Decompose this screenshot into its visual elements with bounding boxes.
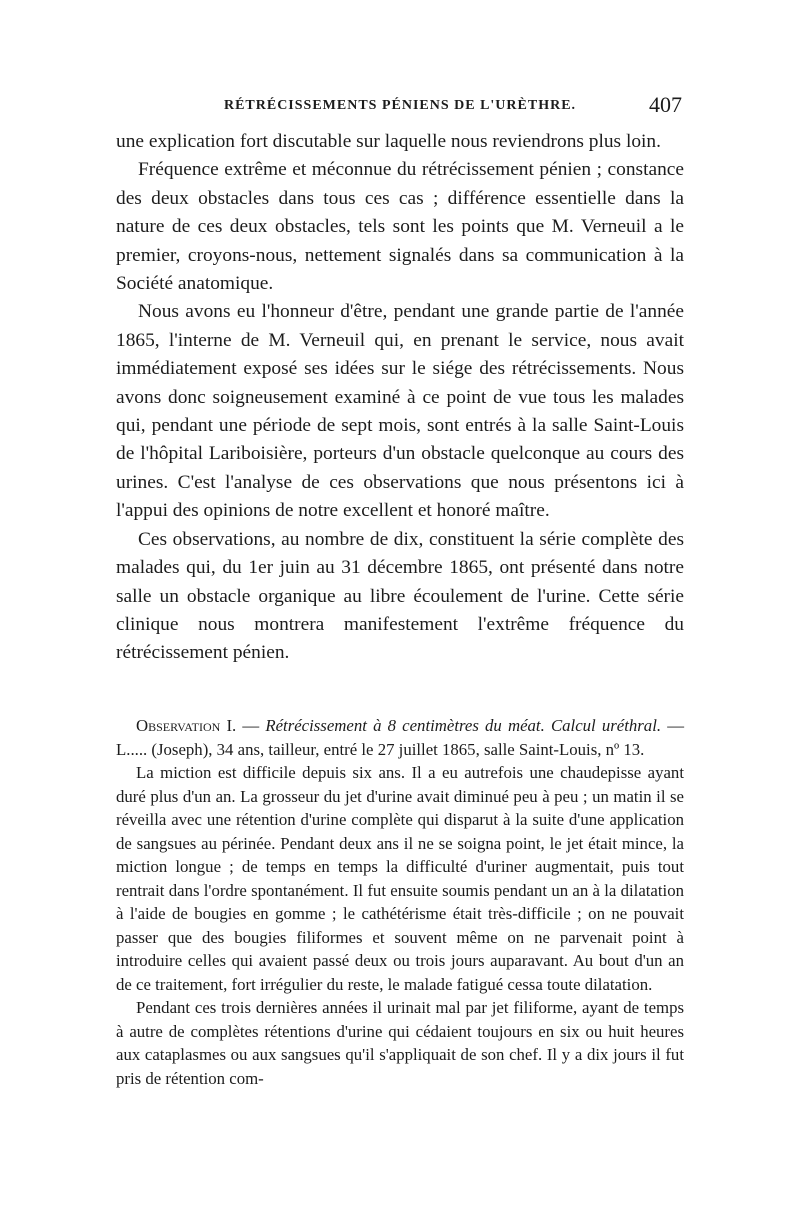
observation-label: Observation I. [136, 716, 237, 735]
paragraph: Fréquence extrême et méconnue du rétrécissement pénien ; constance des deux obstacles dans tous ces cas ; différence essentielle dans la nature de ces deux obstacles, tels sont les points que M. Verneuil a le premier, croyons-nous, nettement signalés dans sa communication à la Société anatomique. [116, 159, 684, 295]
observation-section [116, 714, 684, 1090]
observation-paragraph: Pendant ces trois dernières années il urinait mal par jet filiforme, ayant de temps à autre de complètes rétentions d'urine qui cédaient toujours en six ou huit heures aux cataplasmes ou aux sangsues qu'il s'appliquait de son chef. Il y a dix jours il fut pris de rétention com- [116, 998, 684, 1088]
observation-details: — L..... (Joseph), 34 ans, tailleur, entré le 27 juillet 1865, salle Saint-Louis, nº 13. [116, 716, 684, 759]
main-text [116, 128, 684, 668]
paragraph: Ces observations, au nombre de dix, constituent la série complète des malades qui, du 1er juin au 31 décembre 1865, ont présenté dans notre salle un obstacle organique au libre écoulement de l'urine. Cette série clinique nous montrera manifestement l'extrême fréquence du rétrécissement pénien. [116, 528, 684, 664]
running-title: RÉTRÉCISSEMENTS PÉNIENS DE L'URÈTHRE. [223, 98, 577, 113]
observation-paragraph: La miction est difficile depuis six ans. Il a eu autrefois une chaudepisse ayant duré plus d'un an. La grosseur du jet d'urine avait diminué peu à peu ; un matin il se réveilla avec une rétention d'urine complète qui disparut à la suite d'une application de sangsues au périnée. Pendant deux ans il ne se soigna point, le jet était mince, la miction longue ; de temps en temps la difficulté d'uriner augmentait, puis tout rentrait dans l'ordre spontanément. Il fut ensuite soumis pendant un an à la dilatation à l'aide de bougies en gomme ; le cathétérisme était très-difficile ; on ne pouvait passer que des bougies filiformes et souvent même on ne parvenait point à introduire celles qui avaient passé deux ou trois jours auparavant. Au bout d'un an de ce traitement, fort irrégulier du reste, le malade fatigué cessa toute dilatation. [116, 763, 684, 994]
paragraph: Nous avons eu l'honneur d'être, pendant une grande partie de l'année 1865, l'interne de M. Verneuil qui, en prenant le service, nous avait immédiatement exposé ses idées sur le siége des rétrécissements. Nous avons donc soigneusement examiné à ce point de vue tous les malades qui, pendant une période de sept mois, sont entrés à la salle Saint-Louis de l'hôpital Lariboisière, porteurs d'un obstacle quelconque au cours des urines. C'est l'analyse de ces observations que nous présentons ici à l'appui des opinions de notre excellent et honoré maître. [116, 301, 684, 522]
page-header [116, 92, 684, 122]
observation-dash: — [236, 716, 266, 735]
observation-heading [116, 714, 684, 761]
paragraph: une explication fort discutable sur laquelle nous reviendrons plus loin. [116, 131, 661, 152]
page-number: 407 [649, 92, 682, 117]
observation-title: Rétrécissement à 8 centimètres du méat. Calcul uréthral. [265, 716, 662, 735]
